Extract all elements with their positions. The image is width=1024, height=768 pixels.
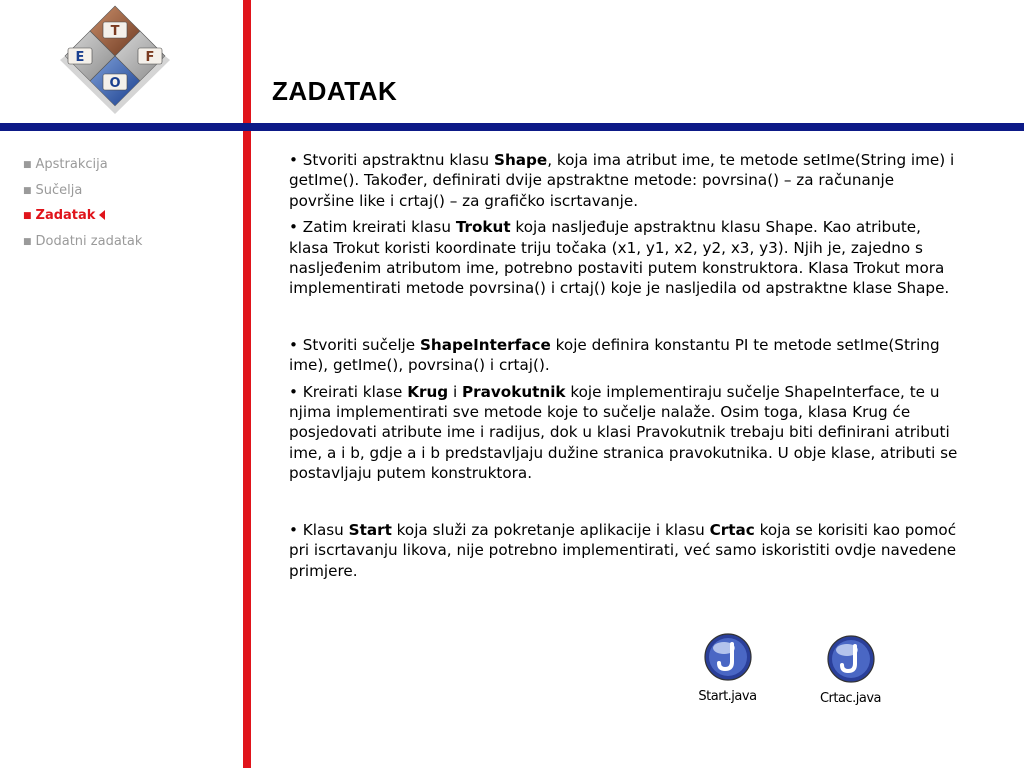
start-java-file[interactable] xyxy=(680,632,775,704)
slide-title: ZADATAK xyxy=(272,76,398,106)
sidebar-item-zadatak[interactable] xyxy=(23,208,238,234)
java-file-icon xyxy=(703,632,753,682)
svg-text:E: E xyxy=(75,50,85,65)
active-arrow-icon xyxy=(99,210,105,220)
java-file-icon xyxy=(826,634,876,684)
vertical-accent-bar xyxy=(243,0,251,768)
sidebar-item-dodatni-zadatak[interactable] xyxy=(23,234,238,260)
file-name: Crtac.java xyxy=(819,691,881,706)
paragraph-shapeinterface: • Stvoriti sučelje ShapeInterface koje definira konstantu PI te metode setIme(String ime), getIme(), povrsina() i crtaj(). xyxy=(289,335,940,375)
svg-text:F: F xyxy=(145,50,155,65)
paragraph-krug-pravokutnik: • Kreirati klase Krug i Pravokutnik koje implementiraju sučelje ShapeInterface, te u njima implementirati sve metode koje to sučelje nalaže. Osim toga, klasa Krug će posjedovati atribute ime i radijus, dok u klasi Pravokutnik trebaju biti definirani atributi ime, a i b, gdje a i b predstavljaju dužine stranica pravokutnika. U obje klase, atributi se postavljaju putem konstruktora. xyxy=(289,382,958,483)
horizontal-accent-bar xyxy=(0,123,1024,131)
square-bullet-icon: ■ xyxy=(23,236,32,247)
crtac-java-file[interactable] xyxy=(803,634,898,706)
sidebar-item-label: Sučelja xyxy=(35,182,83,198)
task-description xyxy=(289,150,961,587)
svg-text:T: T xyxy=(110,24,120,39)
paragraph-trokut: • Zatim kreirati klasu Trokut koja nasljeđuje apstraktnu klasu Shape. Kao atribute, klasa Trokut koristi koordinate triju točaka (x1, y1, x2, y2, x3, y3). Njih je, zajedno s nasljeđenim atributom ime, potrebno postaviti putem konstruktora. Klasa Trokut mora implementirati metode povrsina() i crtaj() koje je nasljedila od apstraktne klase Shape. xyxy=(289,218,950,298)
square-bullet-icon: ■ xyxy=(23,185,32,196)
sidebar-item-label: Zadatak xyxy=(35,208,96,223)
square-bullet-icon: ■ xyxy=(23,160,32,170)
sidebar-nav xyxy=(23,157,238,259)
svg-text:O: O xyxy=(109,76,121,91)
sidebar-item-label: Dodatni zadatak xyxy=(35,233,143,249)
file-name: Start.java xyxy=(698,689,757,704)
sidebar-item-sucelja[interactable] xyxy=(23,183,238,209)
paragraph-start-crtac: • Klasu Start koja služi za pokretanje aplikacije i klasu Crtac koja se korisiti kao pomoć pri iscrtavanju likova, nije potrebno implementirati, već samo iskoristiti ovdje navedene primjere. xyxy=(289,520,957,580)
sidebar-item-label: Apstrakcija xyxy=(35,157,108,172)
etfo-logo xyxy=(30,2,200,122)
paragraph-shape: • Stvoriti apstraktnu klasu Shape, koja ima atribut ime, te metode setIme(String ime) i getIme(). Također, definirati dvije apstraktne metode: povrsina() – za računanje površine like i crtaj() – za grafičko iscrtavanje. xyxy=(289,151,955,210)
square-bullet-icon: ■ xyxy=(23,211,32,221)
sidebar-item-apstrakcija[interactable] xyxy=(23,157,238,183)
